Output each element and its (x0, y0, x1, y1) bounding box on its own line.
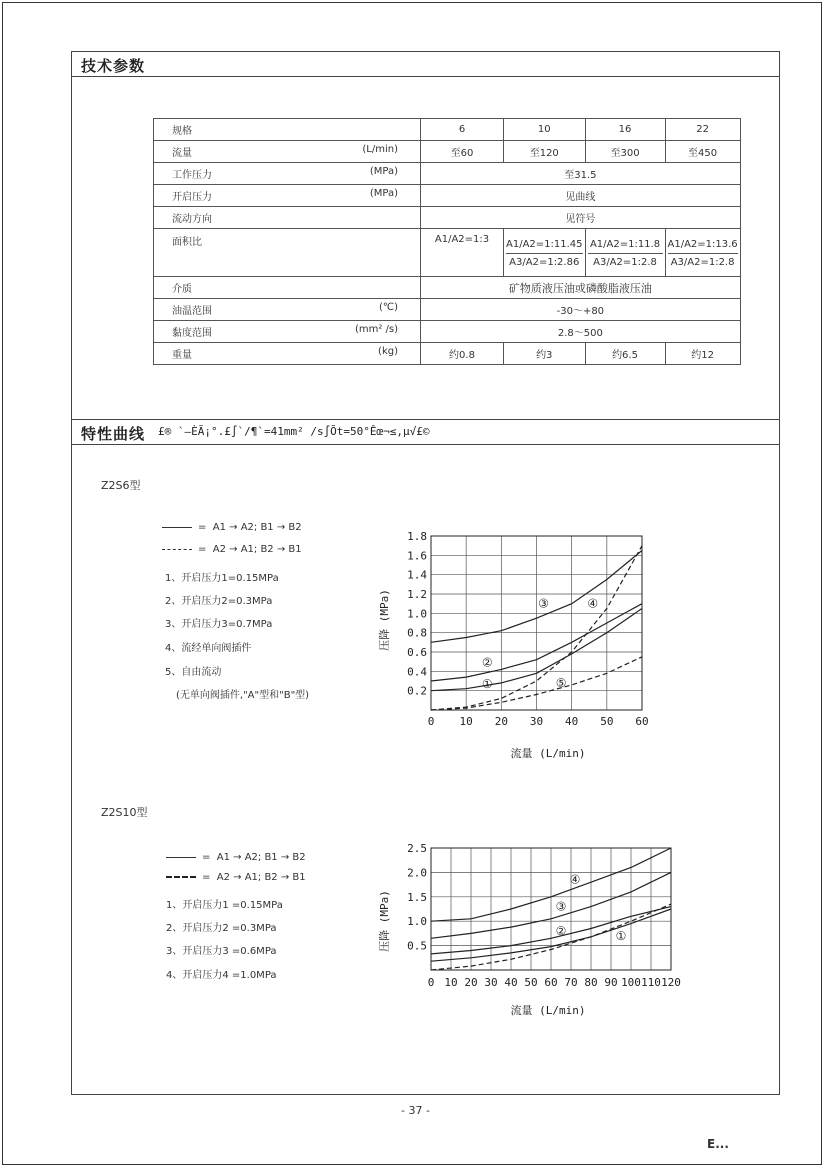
section-title: 特性曲线 (81, 425, 146, 443)
table-row (154, 163, 741, 185)
legend-dashed: = A2 → A1; B2 → B1 (166, 872, 306, 883)
y-tick-label: 1.4 (407, 568, 427, 582)
y-tick-label: 1.6 (407, 549, 427, 563)
table-row (154, 185, 741, 207)
table-cell: 至120 (504, 141, 586, 163)
y-tick-label: 0.4 (407, 665, 427, 679)
table-cell: A1/A2=1:11.45 A3/A2=1:2.86 (504, 229, 586, 277)
page-number: - 37 - (401, 1104, 430, 1117)
curve-label: ④ (587, 596, 599, 611)
curve-label: ① (481, 676, 493, 691)
x-tick-label: 10 (444, 976, 458, 989)
curve-label: ② (555, 923, 567, 938)
x-tick-label: 60 (544, 976, 558, 989)
table-cell: 至300 (585, 141, 665, 163)
table-cell: 10 (504, 119, 586, 141)
table-cell: 至31.5 (421, 163, 741, 185)
x-tick-label: 110 (641, 976, 661, 989)
table-cell: 约3 (504, 343, 586, 365)
y-tick-label: 0.8 (407, 626, 427, 640)
curve-label: ⑤ (555, 675, 567, 690)
x-tick-label: 20 (464, 976, 478, 989)
row-label: 介质 (154, 277, 421, 299)
row-label: 工作压力 (MPa) (154, 163, 421, 185)
table-cell: 约6.5 (585, 343, 665, 365)
table-row (154, 229, 741, 277)
table-cell: 见曲线 (421, 185, 741, 207)
x-tick-label: 20 (494, 715, 508, 728)
row-label: 油温范围 (℃) (154, 299, 421, 321)
y-axis-label: 压降 (MPa) (378, 890, 391, 952)
row-label: 流量 (L/min) (154, 141, 421, 163)
list-item-note: (无单向阀插件,"A"型和"B"型) (176, 690, 310, 701)
table-cell: 约0.8 (421, 343, 504, 365)
y-axis-label: 压降 (MPa) (378, 589, 391, 651)
list-item: 2、开启压力2=0.3MPa (165, 596, 273, 607)
list-item: 2、开启压力2 =0.3MPa (166, 923, 277, 934)
x-tick-label: 30 (484, 976, 498, 989)
model-name: Z2S10型 (101, 806, 148, 819)
model-name: Z2S6型 (101, 479, 141, 492)
spec-table (153, 118, 741, 365)
list-item: 4、流经单向阀插件 (165, 643, 252, 654)
table-row (154, 299, 741, 321)
list-item: 4、开启压力4 =1.0MPa (166, 970, 277, 981)
table-cell: A1/A2=1:13.6 A3/A2=1:2.8 (665, 229, 740, 277)
y-tick-label: 0.6 (407, 646, 427, 659)
list-item: 5、自由流动 (165, 667, 222, 678)
section-title: 技术参数 (81, 57, 146, 75)
table-cell: 16 (585, 119, 665, 141)
y-tick-label: 2.5 (407, 842, 427, 855)
list-item: 1、开启压力1 =0.15MPa (166, 900, 283, 911)
table-cell: 矿物质液压油或磷酸脂液压油 (421, 277, 741, 299)
curve-label: ④ (569, 872, 581, 887)
curve-label: ③ (555, 899, 567, 914)
list-item: 1、开启压力1=0.15MPa (165, 573, 279, 584)
y-tick-label: 1.0 (407, 607, 427, 621)
x-tick-label: 40 (565, 715, 579, 728)
content-frame (71, 51, 780, 1095)
x-tick-label: 60 (635, 715, 649, 728)
x-tick-label: 120 (661, 976, 681, 989)
x-tick-label: 0 (427, 715, 435, 728)
x-axis-label: 流量 (L/min) (510, 747, 586, 760)
table-row (154, 321, 741, 343)
table-row (154, 343, 741, 365)
row-label: 重量 (kg) (154, 343, 421, 365)
curve-label: ① (615, 928, 627, 943)
y-tick-label: 1.5 (407, 890, 427, 904)
table-row (154, 119, 741, 141)
x-tick-label: 10 (459, 715, 473, 728)
x-tick-label: 70 (564, 976, 578, 989)
table-cell: 见符号 (421, 207, 741, 229)
table-cell: 22 (665, 119, 740, 141)
row-label: 黏度范围 (mm² /s) (154, 321, 421, 343)
table-row (154, 277, 741, 299)
legend-solid: = A1 → A2; B1 → B2 (166, 852, 306, 863)
row-label: 流动方向 (154, 207, 421, 229)
x-tick-label: 40 (504, 976, 518, 989)
x-tick-label: 30 (529, 715, 544, 728)
row-label: 开启压力 (MPa) (154, 185, 421, 207)
section-header-curves (72, 419, 779, 445)
list-item: 3、开启压力3 =0.6MPa (166, 946, 277, 957)
legend-dashed: = A2 → A1; B2 → B1 (162, 544, 302, 555)
list-item: 3、开启压力3=0.7MPa (165, 619, 273, 630)
table-cell: 约12 (665, 343, 740, 365)
row-label: 面积比 (154, 229, 421, 277)
curve-label: ③ (538, 596, 549, 611)
x-tick-label: 90 (604, 976, 618, 989)
x-tick-label: 50 (600, 715, 614, 728)
table-cell: 至450 (665, 141, 740, 163)
x-tick-label: 50 (524, 976, 538, 989)
x-tick-label: 100 (621, 976, 641, 989)
curve-label: ② (481, 655, 493, 670)
y-tick-label: 1.2 (407, 588, 427, 601)
table-cell: 至60 (421, 141, 504, 163)
row-label: 规格 (154, 119, 421, 141)
x-axis-label: 流量 (L/min) (510, 1004, 586, 1017)
table-cell: 2.8～500 (421, 321, 741, 343)
y-tick-label: 1.8 (407, 530, 427, 543)
legend-solid: = A1 → A2; B1 → B2 (162, 522, 302, 533)
table-row (154, 207, 741, 229)
table-cell: -30～+80 (421, 299, 741, 321)
table-cell: A1/A2=1:3 (421, 229, 504, 277)
garbled-subtitle: £® `—ÈÃ¡°.£∫`/¶`=41mm² /s∫Õt=50°Êœ¬≤,µ√£© (158, 425, 430, 438)
x-tick-label: 80 (584, 976, 598, 989)
corner-mark: E... (707, 1137, 729, 1151)
table-row (154, 141, 741, 163)
section-header-tech-params (72, 52, 779, 77)
table-cell: A1/A2=1:11.8 A3/A2=1:2.8 (585, 229, 665, 277)
x-tick-label: 0 (427, 976, 435, 989)
y-tick-label: 1.0 (407, 915, 427, 929)
y-tick-label: 2.0 (407, 866, 427, 880)
y-tick-label: 0.2 (407, 684, 427, 698)
y-tick-label: 0.5 (407, 939, 427, 953)
table-cell: 6 (421, 119, 504, 141)
